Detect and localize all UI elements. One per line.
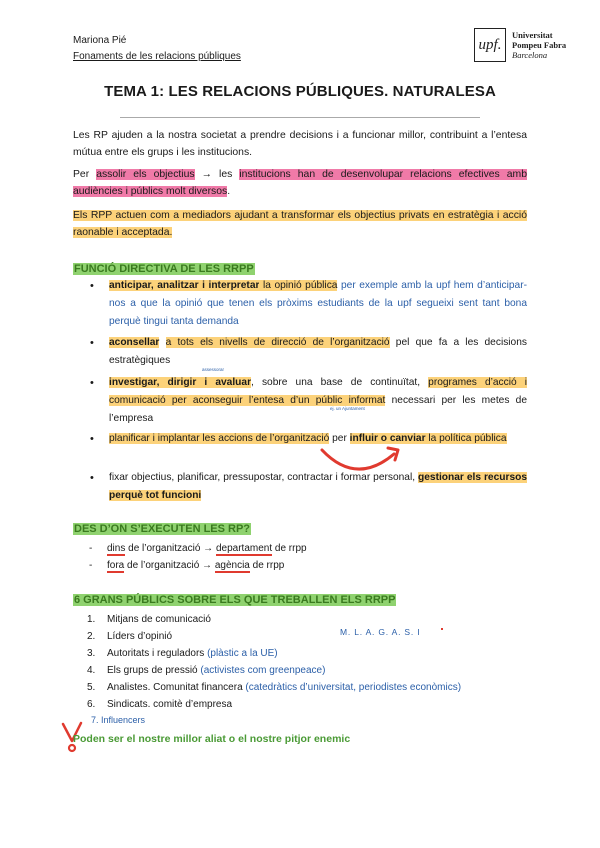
- dash-marker: -: [89, 560, 93, 571]
- bullet-investigar: [109, 374, 527, 428]
- b4-highlight-2: influir o canviar: [349, 433, 426, 444]
- b3-handwritten-note: ej. un Ajuntament: [330, 406, 365, 411]
- list-item: [87, 663, 325, 678]
- where-inside: [107, 542, 307, 556]
- bullet-icon: •: [90, 472, 94, 484]
- b4-text: per: [329, 433, 350, 444]
- b2-handwritten-note: assessorar: [202, 367, 225, 372]
- item-note: (activistes com greenpeace): [200, 665, 326, 676]
- influencers-note: 7. Influencers: [91, 715, 146, 725]
- bullet-icon: •: [90, 433, 94, 445]
- b2-highlight: aconsellar: [109, 337, 160, 348]
- item-text: Analistes. Comunitat financera: [107, 682, 246, 693]
- bullet-fixar: [109, 469, 527, 505]
- b2-text: pel que fa a les decisions estratègiques: [109, 337, 527, 366]
- item-note: (plàstic a la UE): [207, 648, 278, 659]
- bullet-icon: •: [90, 280, 94, 292]
- logo-line-2: Pompeu Fabra: [512, 40, 567, 50]
- b1-highlight: anticipar, analitzar i interpretar: [109, 280, 260, 291]
- item-number: 3.: [87, 648, 96, 659]
- item-note: (catedràtics d’universitat, periodistes econòmics): [245, 682, 462, 693]
- bullet-icon: •: [90, 337, 94, 349]
- logo-line-3: Barcelona: [512, 50, 548, 60]
- dash-marker: -: [89, 543, 93, 554]
- author-name: Mariona Pié: [73, 35, 127, 46]
- item-text: Els grups de pressió: [107, 665, 201, 676]
- b1-note: per exemple amb la upf hem d’anticipar-nos a que la opinió que tenen els pròxims estudiants de la upf segueixi sent tant bona perquè tingui tanta demanda: [109, 280, 527, 327]
- item-text: Autoritats i reguladors: [107, 648, 208, 659]
- bullet-anticipar: [109, 277, 527, 331]
- upf-logo-mark: upf.: [474, 28, 506, 62]
- p2-highlight-institutions: institucions han de desenvolupar relacions efectives amb audiències i públics molt diversos: [73, 169, 527, 197]
- p2-part-e: .: [227, 186, 231, 197]
- b2-space: [159, 337, 165, 348]
- item-text: Mitjans de comunicació: [107, 614, 211, 625]
- b4-highlight: planificar i implantar les accions de l’organització: [109, 433, 330, 444]
- section-heading-where: [73, 522, 251, 537]
- inside-tail: de rrpp: [272, 543, 307, 554]
- course-name: Fonaments de les relacions públiques: [73, 51, 241, 62]
- upf-logo: [474, 28, 567, 66]
- item-text: Líders d’opinió: [107, 631, 173, 642]
- p2-highlight-objectives: assolir els objectius: [96, 169, 195, 180]
- b2-highlight-2: a tots els nivells de direcció de l’organització: [165, 337, 390, 348]
- item-text: Sindicats. comitè d’empresa: [107, 699, 233, 710]
- list-item: [87, 646, 278, 661]
- inside-word: dins: [107, 543, 126, 554]
- intro-paragraph-3: [73, 207, 527, 241]
- logo-line-1: Universitat: [512, 30, 553, 40]
- p3-highlight: Els RPP actuen com a mediadors ajudant a transformar els objectius privats en estratègia i acció raonable i acceptada.: [73, 210, 527, 238]
- item-number: 2.: [87, 631, 96, 642]
- item-number: 6.: [87, 699, 96, 710]
- bullet-icon: •: [90, 377, 94, 389]
- list-item: [87, 629, 172, 644]
- intro-paragraph-2: [73, 166, 527, 200]
- closing-statement: Poden ser el nostre millor aliat o el nostre pitjor enemic: [73, 733, 351, 745]
- b1-text: la opinió pública: [259, 280, 338, 291]
- outside-word: fora: [107, 560, 125, 571]
- b5-highlight: gestionar els recursos perquè tot funcioni: [109, 472, 527, 501]
- bullet-aconsellar: [109, 334, 527, 370]
- upf-logo-text: [512, 30, 566, 60]
- list-item: [87, 697, 232, 712]
- page-title: TEMA 1: LES RELACIONS PÚBLIQUES. NATURALESA: [104, 83, 496, 100]
- department-word: departament: [215, 543, 273, 554]
- inside-text: de l’organització →: [125, 543, 216, 554]
- title-divider: [120, 117, 480, 118]
- intro-paragraph-1: Les RP ajuden a la nostra societat a prendre decisions i a funcionar millor, contribuint a l’entesa mútua entre els grups i les institucions.: [73, 130, 527, 158]
- agency-word: agència: [214, 560, 250, 571]
- list-item: [87, 612, 211, 627]
- p2-part-a: Per: [73, 169, 97, 180]
- b3-text-2: necessari per les metes de l’empresa: [109, 395, 527, 424]
- section-heading-publics: [73, 593, 396, 608]
- b3-highlight: investigar, dirigir i avaluar: [109, 377, 252, 388]
- section-heading-directive: [73, 262, 255, 277]
- outside-text: de l’organització →: [124, 560, 215, 571]
- red-dot-mark: [441, 628, 443, 630]
- section-3-heading-text: 6 GRANS PÚBLICS SOBRE ELS QUE TREBALLEN ELS RRPP: [74, 594, 396, 606]
- section-1-heading-text: FUNCIÓ DIRECTIVA DE LES RRPP: [74, 263, 254, 275]
- b3-highlight-2: programes d’acció i comunicació per aconseguir l’entesa d’un públic informat: [109, 377, 528, 406]
- item-number: 5.: [87, 682, 96, 693]
- outside-tail: de rrpp: [249, 560, 285, 571]
- item-number: 4.: [87, 665, 96, 676]
- acronym-note: M. L. A. G. A. S. I: [340, 627, 421, 637]
- p2-part-c: → les: [194, 169, 240, 180]
- b5-text: fixar objectius, planificar, pressupostar, contractar i formar personal,: [109, 472, 419, 483]
- b4-text-2: la política pública: [425, 433, 507, 444]
- section-2-heading-text: DES D’ON S’EXECUTEN LES RP?: [74, 523, 251, 535]
- item-number: 1.: [87, 614, 96, 625]
- b3-text: , sobre una base de continuïtat,: [251, 377, 429, 388]
- where-outside: [107, 559, 284, 573]
- list-item: [87, 680, 461, 695]
